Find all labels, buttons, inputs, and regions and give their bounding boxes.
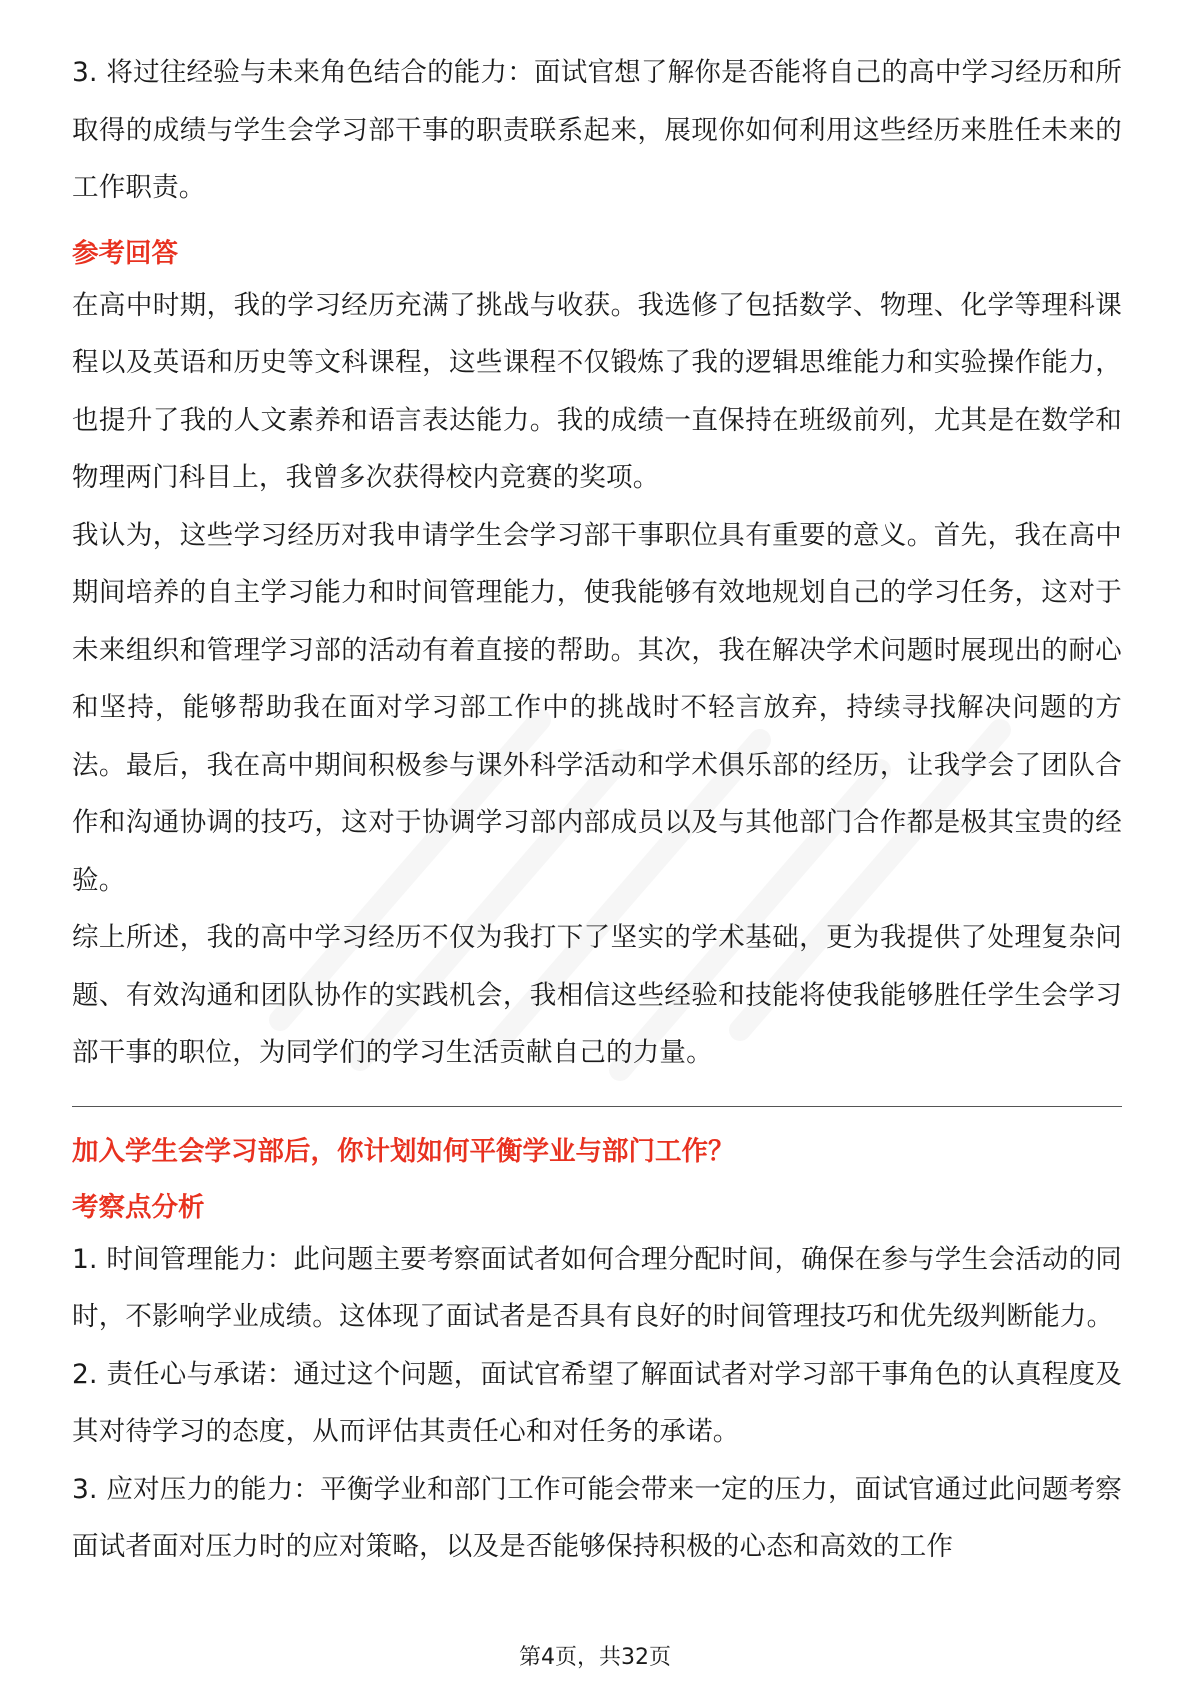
answer-paragraph-3: 综上所述，我的高中学习经历不仅为我打下了坚实的学术基础，更为我提供了处理复杂问题、有效沟通和团队协作的实践机会，我相信这些经验和技能将使我能够胜任学生会学习部干事的职位，为同学们的学习生活贡献自己的力量。 [72,922,1122,1068]
analysis-point-2: 2. 责任心与承诺：通过这个问题，面试官希望了解面试者对学习部干事角色的认真程度及其对待学习的态度，从而评估其责任心和对任务的承诺。 [72,1358,1122,1447]
section-divider [72,1106,1122,1107]
section1-point-3: 3. 将过往经验与未来角色结合的能力：面试官想了解你是否能将自己的高中学习经历和所取得的成绩与学生会学习部干事的职责联系起来，展现你如何利用这些经历来胜任未来的工作职责。 [72,57,1122,203]
analysis-point-1: 1. 时间管理能力：此问题主要考察面试者如何合理分配时间，确保在参与学生会活动的同时，不影响学业成绩。这体现了面试者是否具有良好的时间管理技巧和优先级判断能力。 [72,1243,1122,1332]
document-page [72,44,1122,1576]
question-heading: 加入学生会学习部后，你计划如何平衡学业与部门工作？ [72,1135,735,1167]
analysis-heading: 考察点分析 [72,1191,205,1223]
answer-paragraph-2: 我认为，这些学习经历对我申请学生会学习部干事职位具有重要的意义。首先，我在高中期间培养的自主学习能力和时间管理能力，使我能够有效地规划自己的学习任务，这对于未来组织和管理学习部的活动有着直接的帮助。其次，我在解决学术问题时展现出的耐心和坚持，能够帮助我在面对学习部工作中的挑战时不轻言放弃，持续寻找解决问题的方法。最后，我在高中期间积极参与课外科学活动和学术俱乐部的经历，让我学会了团队合作和沟通协调的技巧，这对于协调学习部内部成员以及与其他部门合作都是极其宝贵的经验。 [72,519,1122,896]
analysis-point-3: 3. 应对压力的能力：平衡学业和部门工作可能会带来一定的压力，面试官通过此问题考察面试者面对压力时的应对策略，以及是否能够保持积极的心态和高效的工作 [72,1473,1122,1562]
page-number-footer: 第4页，共32页 [519,1645,671,1670]
answer-heading: 参考回答 [72,237,178,269]
answer-paragraph-1: 在高中时期，我的学习经历充满了挑战与收获。我选修了包括数学、物理、化学等理科课程以及英语和历史等文科课程，这些课程不仅锻炼了我的逻辑思维能力和实验操作能力，也提升了我的人文素养和语言表达能力。我的成绩一直保持在班级前列，尤其是在数学和物理两门科目上，我曾多次获得校内竞赛的奖项。 [72,289,1122,493]
